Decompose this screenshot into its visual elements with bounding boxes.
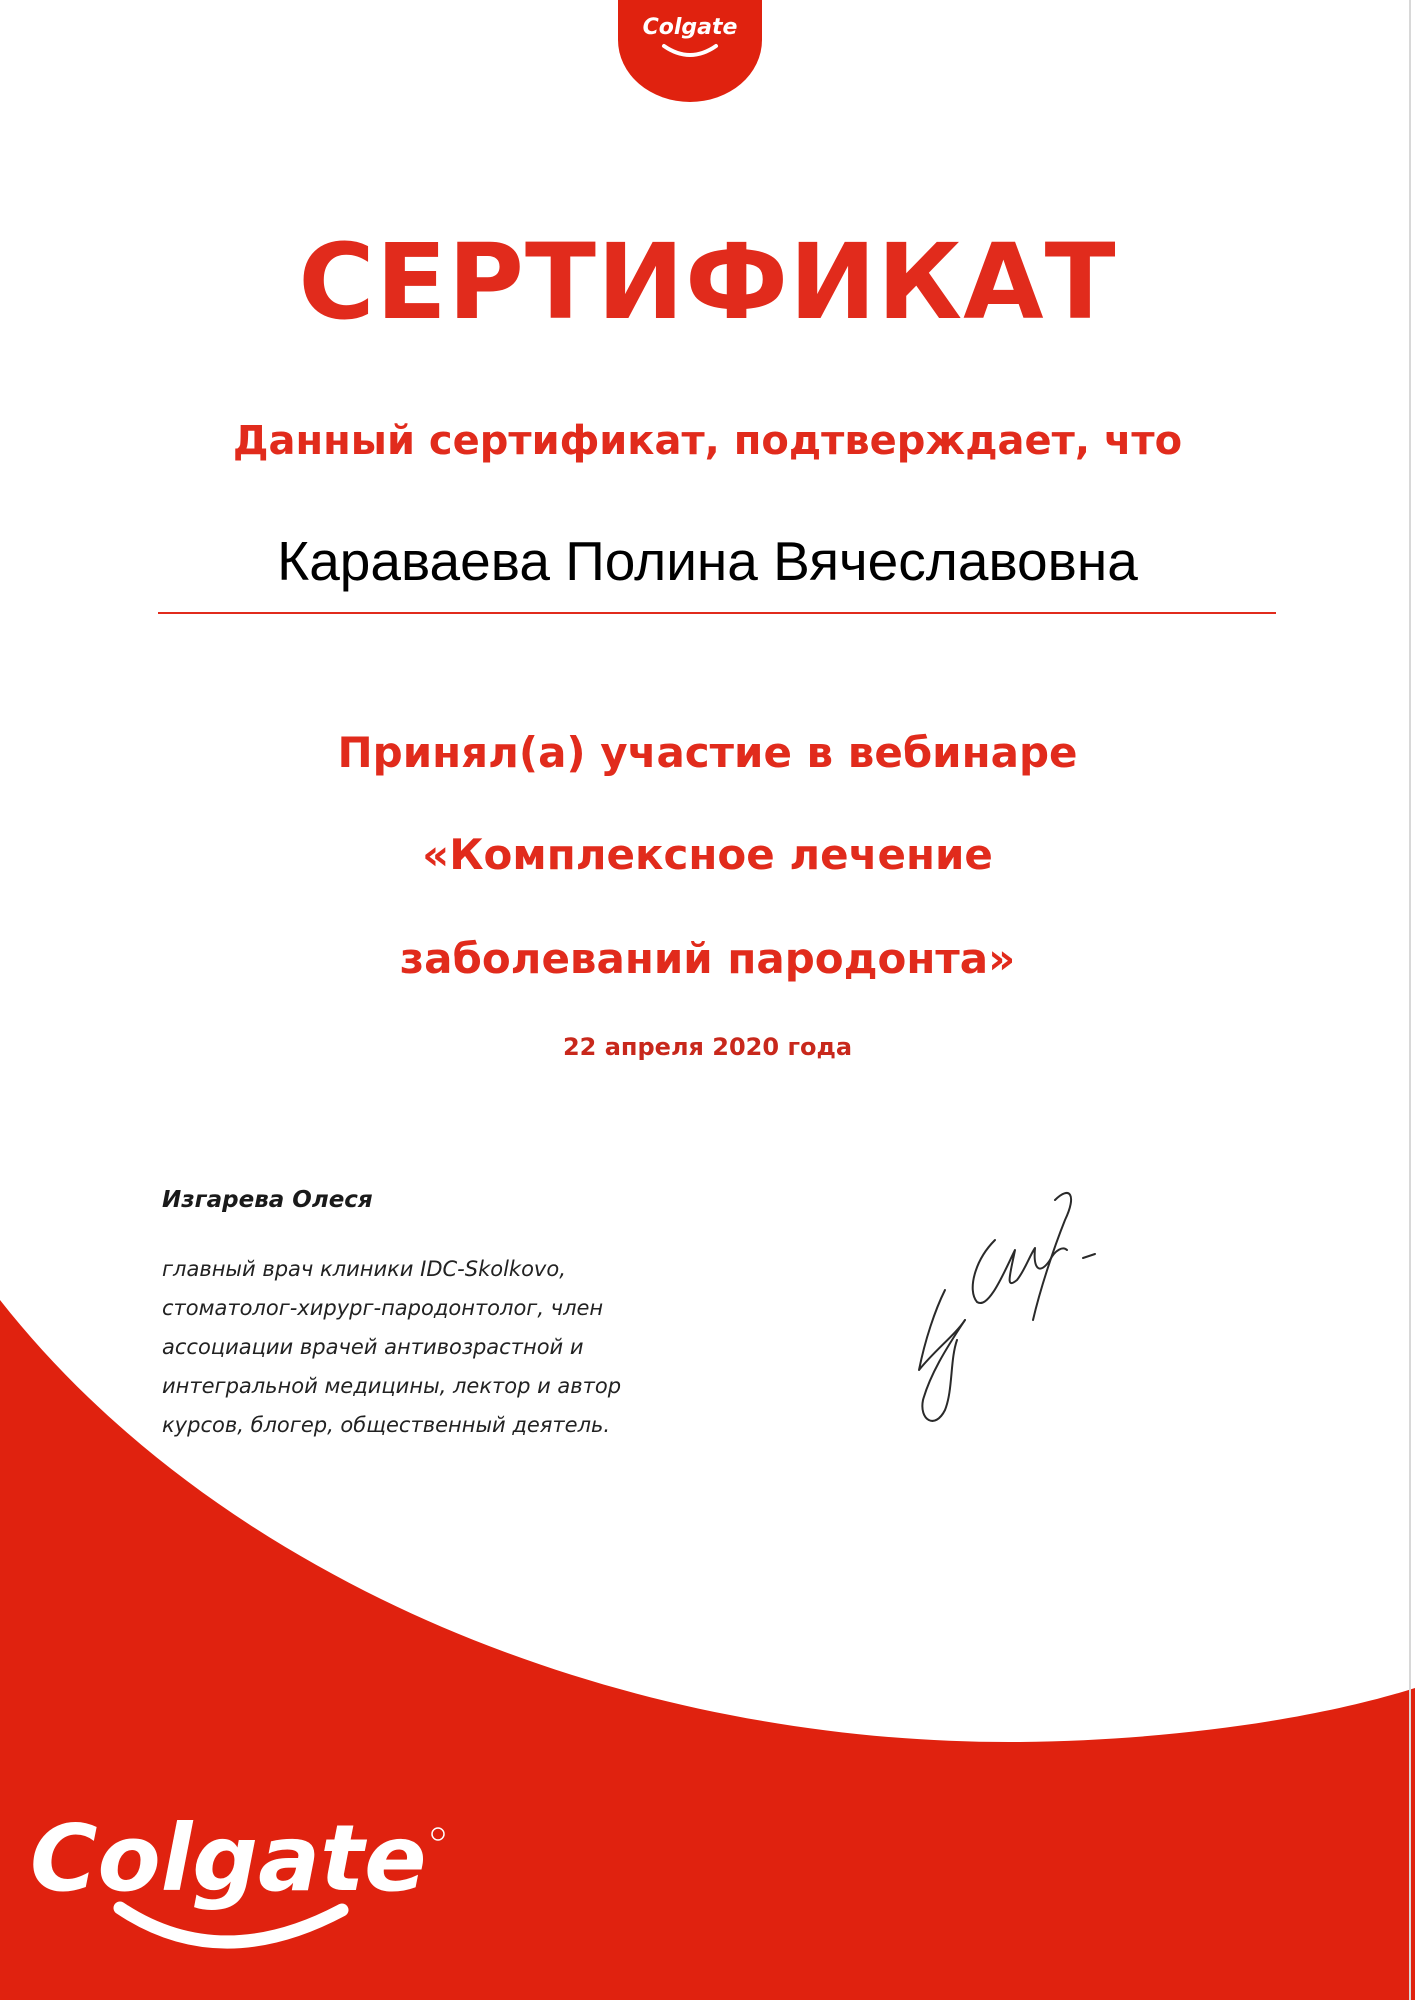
recipient-name: Караваева Полина Вячеславовна	[277, 530, 1138, 592]
signer-description-line: интегральной медицины, лектор и автор	[162, 1374, 622, 1398]
colgate-top-logo	[618, 0, 762, 102]
svg-text:Colgate: Colgate	[30, 1805, 427, 1912]
event-participation-line: Принял(а) участие в вебинаре	[337, 728, 1078, 777]
event-title-line-1: «Комплексное лечение	[422, 830, 993, 879]
certificate-subtitle: Данный сертификат, подтверждает, что	[232, 418, 1183, 464]
event-date: 22 апреля 2020 года	[562, 1033, 853, 1061]
signer-description	[162, 1250, 722, 1445]
signer-description-line: ассоциации врачей антивозрастной и	[162, 1335, 584, 1359]
signer-description-line: главный врач клиники IDC-Skolkovo,	[162, 1257, 566, 1281]
signer-description-line: курсов, блогер, общественный деятель.	[162, 1413, 611, 1437]
signer-name: Изгарева Олеся	[162, 1187, 373, 1213]
certificate-title: СЕРТИФИКАТ	[298, 221, 1117, 343]
signer-description-line: стоматолог-хирург-пародонтолог, член	[162, 1296, 604, 1320]
svg-text:Colgate: Colgate	[642, 15, 738, 40]
handwritten-signature	[905, 1180, 1165, 1440]
event-title-line-2: заболеваний пародонта»	[399, 934, 1016, 983]
recipient-underline	[158, 612, 1276, 614]
colgate-bottom-logo	[30, 1800, 460, 1970]
